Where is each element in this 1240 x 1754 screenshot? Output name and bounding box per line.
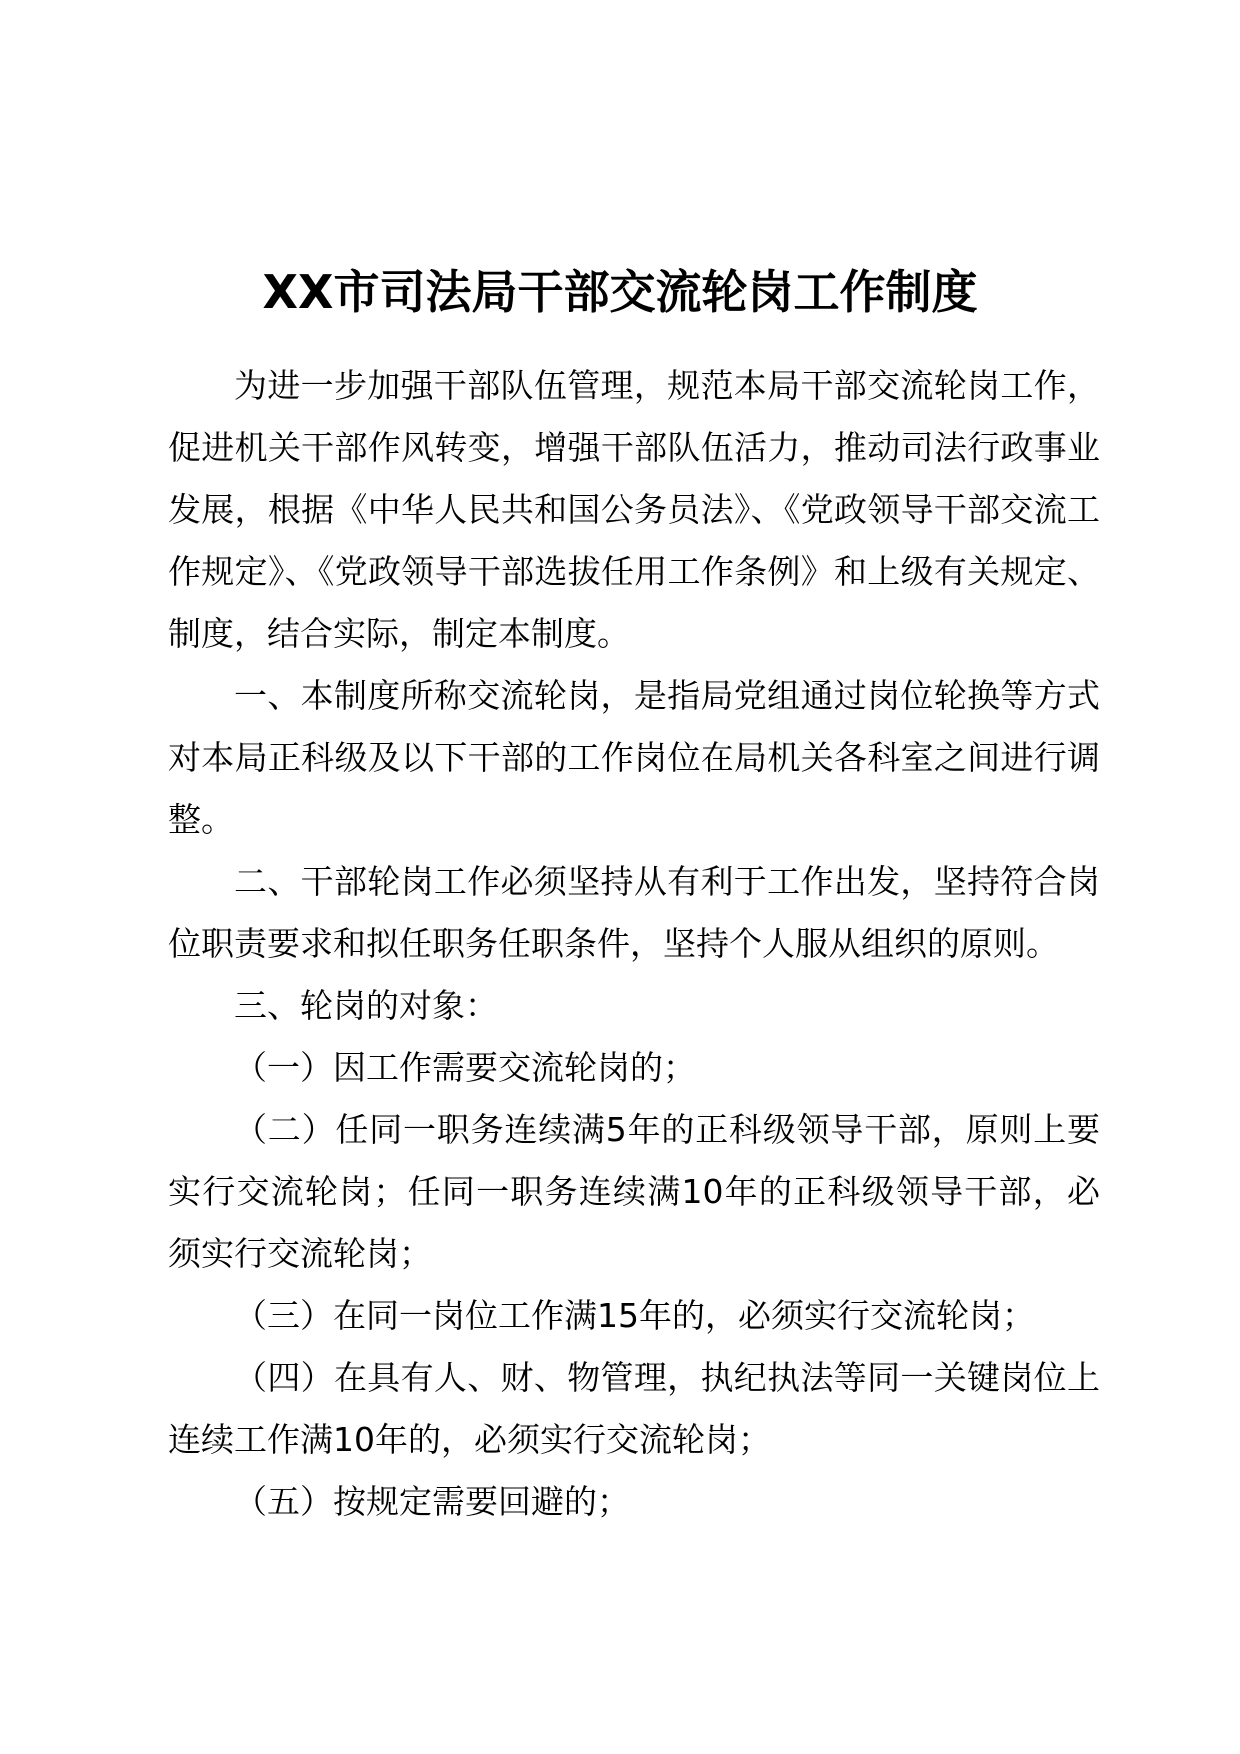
document-body (168, 355, 1100, 1533)
paragraph-item-1: （一）因工作需要交流轮岗的； (234, 1048, 696, 1087)
paragraph-item-2: （二）任同一职务连续满5年的正科级领导干部，原则上要实行交流轮岗；任同一职务连续满10年的正科级领导干部，必须实行交流轮岗； (168, 1110, 1100, 1273)
paragraph-item-5: （五）按规定需要回避的； (234, 1482, 630, 1521)
document-title: XX市司法局干部交流轮岗工作制度 (262, 265, 978, 319)
paragraph-article-3: 三、轮岗的对象： (234, 986, 498, 1025)
paragraph-item-3: （三）在同一岗位工作满15年的，必须实行交流轮岗； (234, 1296, 1035, 1335)
paragraph-article-1: 一、本制度所称交流轮岗，是指局党组通过岗位轮换等方式对本局正科级及以下干部的工作岗位在局机关各科室之间进行调整。 (168, 676, 1100, 839)
paragraph-intro: 为进一步加强干部队伍管理，规范本局干部交流轮岗工作，促进机关干部作风转变，增强干部队伍活力，推动司法行政事业发展，根据《中华人民共和国公务员法》、《党政领导干部交流工作规定》、《党政领导干部选拔任用工作条例》和上级有关规定、制度，结合实际，制定本制度。 (168, 366, 1100, 653)
paragraph-item-4: （四）在具有人、财、物管理，执纪执法等同一关键岗位上连续工作满10年的，必须实行交流轮岗； (168, 1358, 1100, 1459)
paragraph-article-2: 二、干部轮岗工作必须坚持从有利于工作出发，坚持符合岗位职责要求和拟任职务任职条件，坚持个人服从组织的原则。 (168, 862, 1100, 963)
